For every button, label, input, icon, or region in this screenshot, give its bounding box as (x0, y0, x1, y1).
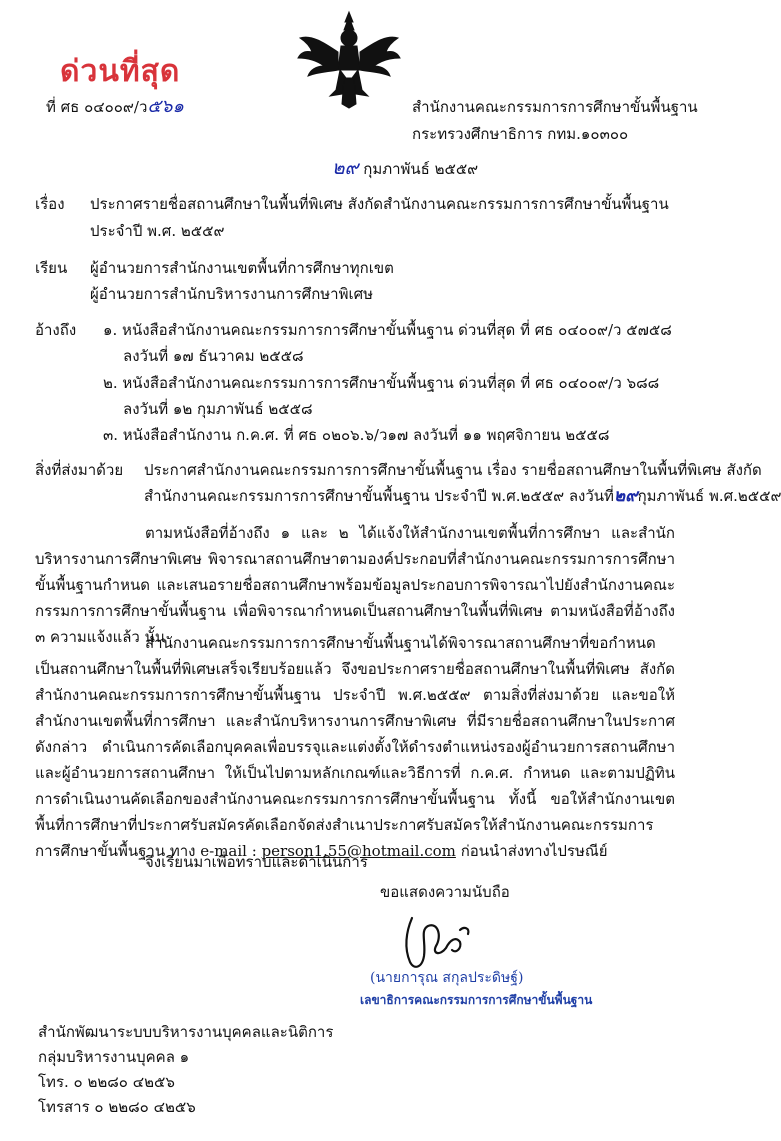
email-link[interactable]: person1.55@hotmail.com (261, 842, 456, 860)
footer-group: กลุ่มบริหารงานบุคคล ๑ (38, 1048, 190, 1066)
addressee-label: เรียน (35, 259, 68, 277)
body-paragraph-2-text: สำนักงานคณะกรรมการการศึกษาขั้นพื้นฐานได้พิจารณาสถานศึกษาที่ขอกำหนดเป็นสถานศึกษาในพื้นที่พิเศษเสร็จเรียบร้อยแล้ว จึงขอประกาศรายชื่อสถานศึกษาในพื้นที่พิเศษ สังกัดสำนักงานคณะกรรมการการศึกษาขั้นพื้นฐาน ประจำปี พ.ศ.๒๕๕๙ ตามสิ่งที่ส่งมาด้วย และขอให้สำนักงานเขตพื้นที่การศึกษา และสำนักบริหารงานการศึกษาพิเศษ ที่มีรายชื่อสถานศึกษาในประกาศดังกล่าว ดำเนินการคัดเลือกบุคคลเพื่อบรรจุและแต่งตั้งให้ดำรงตำแหน่งรองผู้อำนวยการสถานศึกษา และผู้อำนวยการสถานศึกษา ให้เป็นไปตามหลักเกณฑ์และวิธีการที่ ก.ค.ศ. กำหนด และตามปฏิทินการดำเนินงานคัดเลือกของสำนักงานคณะกรรมการการศึกษาขั้นพื้นฐาน ทั้งนี้ ขอให้สำนักงานเขตพื้นที่การศึกษาที่ประกาศรับสมัครคัดเลือกจัดส่งสำเนาประกาศรับสมัครให้สำนักงานคณะกรรมการการศึกษาขั้นพื้นฐาน ทาง e-mail : (35, 634, 675, 860)
addressee-line-1: ผู้อำนวยการสำนักงานเขตพื้นที่การศึกษาทุกเขต (90, 259, 394, 277)
document-number (46, 97, 184, 117)
enclosure-line-2-text: สำนักงานคณะกรรมการการศึกษาขั้นพื้นฐาน ประจำปี พ.ศ.๒๕๕๙ ลงวันที่ (144, 487, 614, 505)
document-number-prefix: ที่ ศธ ๐๔๐๐๙/ว (46, 98, 148, 116)
footer-telephone: โทร. ๐ ๒๒๘๐ ๔๒๕๖ (38, 1073, 175, 1091)
footer-fax: โทรสาร ๐ ๒๒๘๐ ๔๒๕๖ (38, 1098, 196, 1116)
body-paragraph-2-end: ก่อนนำส่งทางไปรษณีย์ (460, 842, 608, 860)
urgency-stamp: ด่วนที่สุด (60, 54, 181, 89)
reference-item-3: ๓. หนังสือสำนักงาน ก.ค.ศ. ที่ ศธ ๐๒๐๖.๖/ว๑๗ ลงวันที่ ๑๑ พฤศจิกายน ๒๕๕๘ (103, 426, 610, 444)
enclosure-label: สิ่งที่ส่งมาด้วย (35, 461, 124, 479)
references-label: อ้างถึง (35, 321, 77, 339)
signatory-name: (นายการุณ สกุลประดิษฐ์) (370, 970, 524, 986)
regards-line: ขอแสดงความนับถือ (380, 883, 510, 901)
addressee-line-2: ผู้อำนวยการสำนักบริหารงานการศึกษาพิเศษ (90, 285, 374, 303)
subject-line-1: ประกาศรายชื่อสถานศึกษาในพื้นที่พิเศษ สังกัดสำนักงานคณะกรรมการการศึกษาขั้นพื้นฐาน (90, 195, 669, 213)
enclosure-date-handwritten: ๒๙ (613, 486, 638, 506)
date-month-year: กุมภาพันธ์ ๒๕๕๙ (363, 160, 479, 178)
closing-line: จึงเรียนมาเพื่อทราบและดำเนินการ (145, 853, 368, 871)
body-paragraph-2 (35, 630, 675, 864)
document-number-handwritten: ๕๖๑ (147, 96, 184, 117)
enclosure-line-2-end: กุมภาพันธ์ พ.ศ.๒๕๕๙ (637, 487, 781, 505)
enclosure-line-2 (144, 486, 781, 506)
reference-item-2: ๒. หนังสือสำนักงานคณะกรรมการการศึกษาขั้นพื้นฐาน ด่วนที่สุด ที่ ศธ ๐๔๐๐๙/ว ๖๘๘ (103, 374, 660, 392)
reference-item-2-date: ลงวันที่ ๑๒ กุมภาพันธ์ ๒๕๕๘ (123, 400, 313, 418)
reference-item-1-date: ลงวันที่ ๑๗ ธันวาคม ๒๕๕๘ (123, 347, 304, 365)
enclosure-line-1: ประกาศสำนักงานคณะกรรมการการศึกษาขั้นพื้นฐาน เรื่อง รายชื่อสถานศึกษาในพื้นที่พิเศษ สังกัด (144, 461, 762, 479)
signatory-title: เลขาธิการคณะกรรมการการศึกษาขั้นพื้นฐาน (360, 993, 593, 1007)
body-paragraph-1-text: ตามหนังสือที่อ้างถึง ๑ และ ๒ ได้แจ้งให้สำนักงานเขตพื้นที่การศึกษา และสำนักบริหารงานการศึกษาพิเศษ พิจารณาสถานศึกษาตามองค์ประกอบที่สำนักงานคณะกรรมการการศึกษาขั้นพื้นฐานกำหนด และเสนอรายชื่อสถานศึกษาพร้อมข้อมูลประกอบการพิจารณาไปยังสำนักงานคณะกรรมการการศึกษาขั้นพื้นฐาน เพื่อพิจารณากำหนดเป็นสถานศึกษาในพื้นที่พิเศษ ตามหนังสือที่อ้างถึง ๓ ความแจ้งแล้ว นั้น (35, 524, 675, 646)
document-date (332, 158, 478, 179)
footer-office: สำนักพัฒนาระบบบริหารงานบุคคลและนิติการ (38, 1023, 334, 1041)
date-day-handwritten: ๒๙ (332, 157, 359, 179)
agency-name: สำนักงานคณะกรรมการการศึกษาขั้นพื้นฐาน (412, 98, 698, 116)
garuda-emblem (296, 8, 402, 110)
agency-address: กระทรวงศึกษาธิการ กทม.๑๐๓๐๐ (412, 125, 629, 143)
subject-line-2: ประจำปี พ.ศ. ๒๕๕๙ (90, 222, 225, 240)
subject-label: เรื่อง (35, 195, 65, 213)
reference-item-1: ๑. หนังสือสำนักงานคณะกรรมการการศึกษาขั้นพื้นฐาน ด่วนที่สุด ที่ ศธ ๐๔๐๐๙/ว ๕๗๕๘ (103, 321, 672, 339)
